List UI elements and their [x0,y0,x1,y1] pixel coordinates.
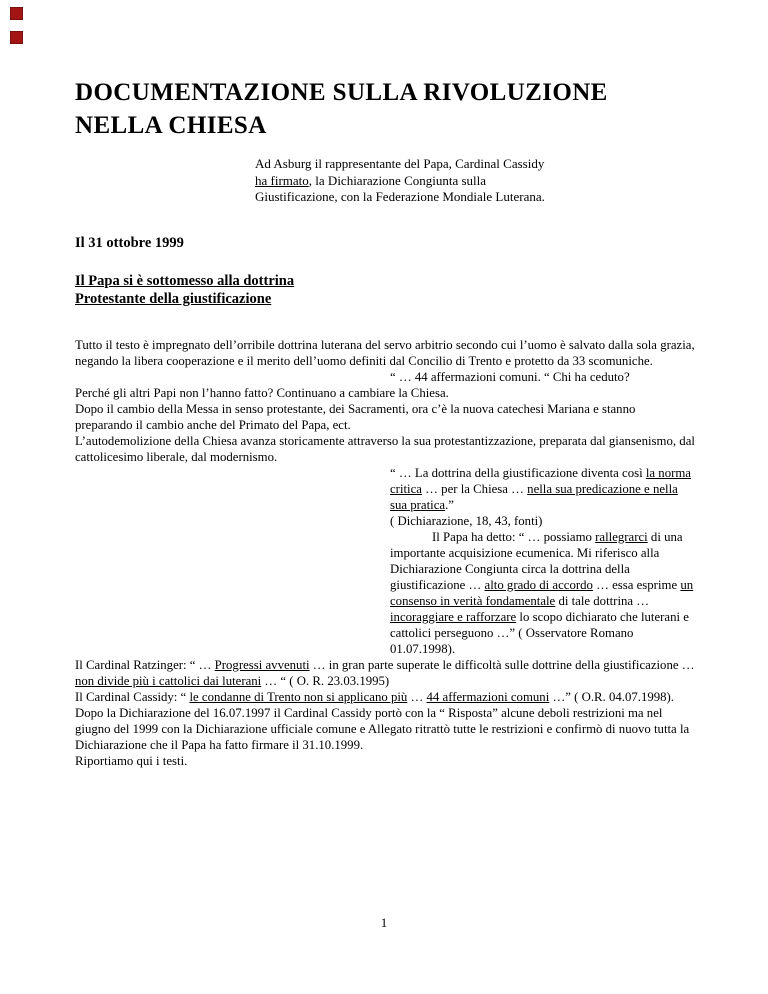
paragraph: Dopo la Dichiarazione del 16.07.1997 il Cardinal Cassidy portò con la “ Risposta” alcune deboli restrizioni ma nel giugno del 1999 con la Dichiarazione ufficiale comune e Allegato ritrattò tutte le restrizioni e confirmò di nuovo tutta la Dichiarazione che il Papa ha fatto firmare il 31.10.1999. [75,705,690,752]
block-quote: Il Papa ha detto: “ … possiamo rallegrarci di una importante acquisizione ecumenica. Mi riferisco alla Dichiarazione Congiunta circa la dottrina della giustificazione … alto grado di accordo … essa esprime un consenso in verità fondamentale di tale dottrina … incoraggiare e rafforzare lo scopo dichiarato che luterani e cattolici perseguono …” ( Osservatore Romano 01.07.1998). [390,529,694,656]
document-title-line-1: DOCUMENTAZIONE SULLA RIVOLUZIONE [75,79,608,106]
document-title [75,76,695,142]
intro-quote: Ad Asburg il rappresentante del Papa, Cardinal Cassidy ha firmato, la Dichiarazione Congiunta sulla Giustificazione, con la Federazione Mondiale Luterana. [255,156,545,204]
body-text [75,337,695,769]
paragraph-indented: “ … 44 affermazioni comuni. “ Chi ha ceduto? [390,369,630,384]
paragraph: Riportiamo qui i testi. [75,753,188,768]
paragraph: Tutto il testo è impregnato dell’orribile dottrina luterana del servo arbitrio secondo cui l’uomo è salvato dalla sola grazia, negando la libera cooperazione e il merito dell’uomo definiti dal Concilio di Trento e protetto da 33 scomuniche. [75,337,695,368]
date-heading: Il 31 ottobre 1999 [75,234,184,251]
paragraph: Il Cardinal Ratzinger: “ … Progressi avvenuti … in gran parte superate le difficoltà sulle dottrine della giustificazione … non divide più i cattolici dai luterani … “ ( O. R. 23.03.1995) [75,657,695,688]
red-square-marker [10,31,23,44]
subtitle [75,272,695,308]
paragraph: L’autodemolizione della Chiesa avanza storicamente attraverso la sua protestantizzazione, preparata dal giansenismo, dal cattolicesimo liberale, dal modernismo. [75,433,695,464]
block-quote: “ … La dottrina della giustificazione diventa così la norma critica … per la Chiesa … nella sua predicazione e nella sua pratica.” [390,465,691,512]
subtitle-line-2: Protestante della giustificazione [75,290,272,307]
red-square-marker [10,7,23,20]
document-title-line-2: NELLA CHIESA [75,112,267,139]
page-number: 1 [380,915,388,930]
paragraph: Il Cardinal Cassidy: “ le condanne di Trento non si applicano più … 44 affermazioni comuni …” ( O.R. 04.07.1998). [75,689,675,704]
paragraph: Dopo il cambio della Messa in senso protestante, dei Sacramenti, ora c’è la nuova catechesi Mariana e stanno preparando il cambio anche del Primato del Papa, ect. [75,401,636,432]
paragraph: Perché gli altri Papi non l’hanno fatto? Continuano a cambiare la Chiesa. [75,385,449,400]
block-quote-source: ( Dichiarazione, 18, 43, fonti) [390,513,543,528]
subtitle-line-1: Il Papa si è sottomesso alla dottrina [75,272,295,289]
